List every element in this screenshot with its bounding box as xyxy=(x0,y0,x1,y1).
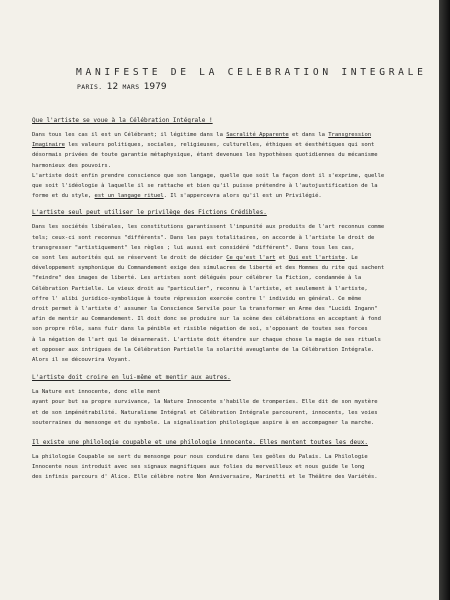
text-line: Alors il se découvrira Voyant. xyxy=(32,357,131,364)
text-run: et xyxy=(275,255,289,262)
underlined-phrase: Sacralité Apparente xyxy=(226,132,289,138)
text-line: transgresser "artistiquement" les règles ; lui aussi est considéré "différent". Dans tous les cas, xyxy=(32,244,355,251)
date-line xyxy=(77,82,167,92)
text-line: et opposer aux intrigues de la Célébration Partielle la solarité aveuglante de la Célébration Intégrale. xyxy=(32,346,375,353)
date-year: 1979 xyxy=(143,82,167,92)
scan-edge xyxy=(439,0,450,600)
text-line: à la négation de l'art qui le désarmerait. L'artiste doit étendre sur chaque chose la magie de ses rituels xyxy=(32,336,381,343)
section-heading: Que l'artiste se voue à la Célébration Intégrale ! xyxy=(32,117,213,124)
text-line: développement symphonique du Commandement exige des simulacres de liberté et des Hommes du rite qui sachent xyxy=(32,265,385,272)
text-run: . Il s'appercevra alors qu'il est un Privilégié. xyxy=(163,193,322,200)
text-line: ayant pour but sa propre survivance, la Nature Innocente s'habille de tromperies. Elle dit de son mystère xyxy=(32,399,378,406)
text-run: ce sont les autorités qui se réservent le droit de décider xyxy=(32,255,227,262)
text-line: Innocente nous introduit avec ses signaux magnifiques aux folies du merveilleux et nous guide le long xyxy=(32,464,365,471)
date-place: PARIS. xyxy=(77,83,103,91)
underlined-phrase: Ce qu'est l'art xyxy=(226,255,276,262)
text-line: "feindre" des images de liberté. Les artistes sont délégués pour célébrer la Fiction, condamnée à la xyxy=(32,275,362,282)
date-month: MARS xyxy=(122,83,140,91)
text-line: droit permet à l'artiste d' assumer la Conscience Servile pour la transformer en Arme des "Lucidi Ingann" xyxy=(32,306,378,313)
text-line: afin de mentir au Commandement. Il doit donc se produire sur la scène des célébrations en acceptant à fond xyxy=(32,316,381,323)
text-run: forme et du style, xyxy=(32,193,95,200)
text-line: Dans les sociétés libérales, les constitutions garantissent l'impunité aux produits de l'art reconnus comme xyxy=(32,224,385,231)
text-line xyxy=(32,130,428,140)
section-heading: Il existe une philologie coupable et une philologie innocente. Elles mentent toutes les deux. xyxy=(32,439,368,447)
text-line: tels; ceux-ci sont reconnus "différents". Dans les pays totalitaires, on accorde à l'artiste le droit de xyxy=(32,234,375,241)
text-line: que soit l'idéologie à laquelle il se rattache et bien qu'il puisse prétendre à l'autojustification de la xyxy=(32,183,378,190)
text-run: les valeurs politiques, sociales, religieuses, culturelles, éthiques et éesthétiques qui sont xyxy=(64,142,375,149)
text-line: des infinis parcours d' Alice. Elle célèbre notre Non Anniversaire, Marinetti et le Théâtre des Variétés. xyxy=(32,474,378,481)
text-line xyxy=(32,140,428,150)
manifesto-body xyxy=(32,116,428,483)
text-line: offre l' alibi juridico-symbolique à toute répression exercée contre l' individu en général. Ce même xyxy=(32,295,362,302)
text-line: son propre rôle, sans fuir dans la pénible et risible négation de soi, s'opposant de toutes ses forces xyxy=(32,326,368,333)
date-day: 12 xyxy=(106,82,119,92)
underlined-phrase: Qui est l'artiste xyxy=(288,255,345,262)
text-line: harmonieux des pouvoirs. xyxy=(32,162,111,169)
section-artist-belief xyxy=(32,373,428,428)
text-line: Célébration Partielle. Le vieux droit au "particulier", reconnu à l'artiste, et seulement à l'artiste, xyxy=(32,285,368,292)
text-line xyxy=(32,191,428,201)
text-line xyxy=(32,253,428,263)
section-celebration xyxy=(32,116,428,201)
text-run: Dans tous les cas il est un Célébrant; il légitime dans la xyxy=(32,132,227,138)
document-title: MANIFESTE DE LA CELEBRATION INTEGRALE xyxy=(76,67,427,78)
text-line: et de son impénétrabilité. Naturalisme Intégral et Célébration Intégrale parcourent, innocents, les voies xyxy=(32,409,378,416)
text-line: désormais privées de toute garantie métaphysique, étant devenues les hypothèses quotidiennes du mécanisme xyxy=(32,152,378,159)
text-line: souterraines du mensonge et du symbole. La signalisation philologique aspire à en accompagner la marche. xyxy=(32,419,375,426)
text-run: . Le xyxy=(344,255,358,262)
underlined-phrase: Imaginaire xyxy=(32,142,65,149)
section-credible-fictions xyxy=(32,208,428,365)
section-philology xyxy=(32,438,428,483)
text-line: L'artiste doit enfin prendre conscience que son langage, quelle que soit la façon dont il s'exprime, quelle xyxy=(32,172,385,179)
text-run: et dans la xyxy=(288,132,329,138)
section-heading: L'artiste seul peut utiliser le privilège des Fictions Crédibles. xyxy=(32,209,267,217)
underlined-phrase: est un langage rituel xyxy=(94,193,164,200)
section-heading: L'artiste doit croire en lui-même et mentir aux autres. xyxy=(32,374,231,382)
text-line: La philologie Coupable se sert du mensonge pour nous conduire dans les geôles du Palais. La Philologie xyxy=(32,454,368,461)
text-line: La Nature est innocente, donc elle ment xyxy=(32,389,161,396)
underlined-phrase: Transgression xyxy=(328,132,372,138)
